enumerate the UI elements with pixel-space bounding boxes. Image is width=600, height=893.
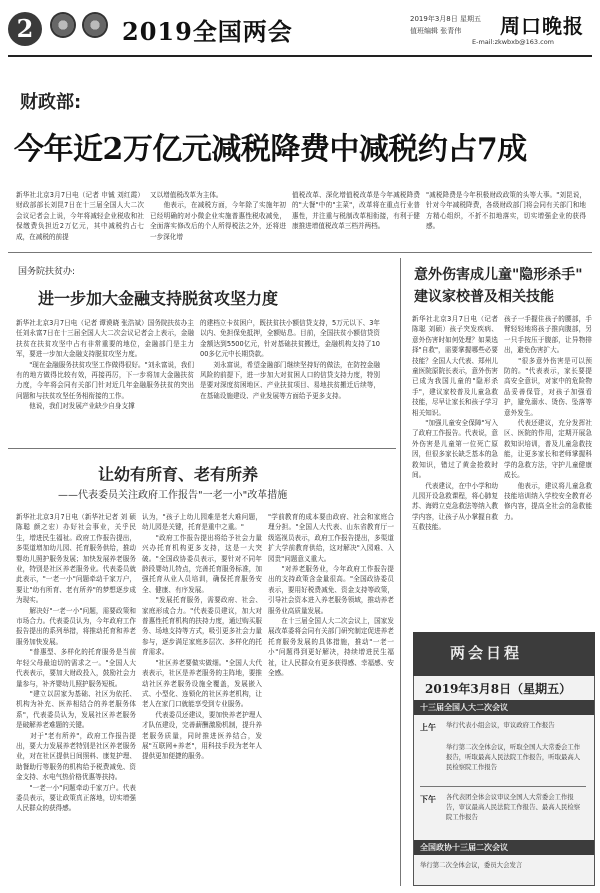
section-a-col-2: 的建档立卡贫困户，既扶贫扶小额信贷支持，5万元以下、3年以内、免担保免抵押，全额贴息。目前，全国扶贫小额信贷资金额达到5500亿元，针对基础扶贫搬迁，金融机构支持了1000多亿元中长期贷款。 刘永富说，希望金融部门继续坚持好的做法，在防控金融风险的前提下，进一步加大对贫困人口的信贷支持力度，特别是要对深度贫困地区、产业扶贫项目、易地扶贫搬迁后续等，在基础设施建设、产业发展等方面给予更多支持。 [200, 319, 380, 400]
section-b-subheadline: ——代表委员关注政府工作报告"一老一小"改革措施 [58, 490, 288, 501]
section-b-col-3: "学前教育的成本要由政府、社会和家庭合理分担。"全国人大代表、山东省教育厅一级巡视员表示，政府工作报告提出，多渠道扩大学前教育供给，这对解决"入园难、入园贵"问题意义重大。 "对养老服务业，今年政府工作报告提出的支持政策含金量很高。"全国政协委员表示，要用好税费减免、资金支持等政策，引导社会资本进入养老服务领域，推动养老服务业高质量发展。 在十三届全国人大二次会议上，国家发展改革委将会同有关部门研究制定促进养老托育服务发展的具体措施，推动"一老一小"问题得到更好解决，持续增进民生福祉，让人民群众有更多获得感、幸福感、安全感。 [268, 513, 394, 678]
slot-morning-item-2: 举行第二次全体会议，听取全国人大常委会工作报告，听取最高人民法院工作报告，听取最高人民检察院工作报告 [446, 743, 581, 771]
cppcc-session-bar: 全国政协十三届二次会议 [414, 840, 594, 855]
section-b-col-1: 新华社北京3月7日电（新华社记者 刘 硕 陈聪 颜之宏）办好社会事业，关乎民生，增进民生福祉。政府工作报告提出，多渠道增加幼儿园、托育服务供给，推动婴幼儿照护服务发展；加快发展养老服务业，特别是社区养老服务业。代表委员就此表示，"一老一小"问题牵动千家万户，要让"幼有所育、老有所养"的梦想逐步成为现实。 解决好"一老一小"问题，需要政策和市场合力。代表委员认为，今年政府工作报告提出的系列举措，将推动托育和养老服务加快发展。 "普惠型、多样化的托育服务是当前年轻父母最迫切的需求之一。"全国人大代表表示，要加大财政投入，鼓励社会力量参与，补齐婴幼儿照护服务短板。 "建立以居家为基础、社区为依托、机构为补充、医养相结合的养老服务体系"，代表委员认为，发展社区养老服务是破解养老难题的关键。 对于"老有所养"，政府工作报告提出，要大力发展养老特别是社区养老服务业，对在社区提供日间照料、康复护理、助餐助行等服务的机构给予税费减免、资金支持、水电气热价格优惠等扶持。 "一老一小"问题牵动千家万户。代表委员表示，要让政策真正落地，切实增强人民群众的获得感。 [16, 513, 136, 813]
slot-divider [420, 786, 586, 787]
section-divider [8, 252, 592, 253]
cppcc-item: 举行第二次全体会议，委员大会发言 [420, 861, 523, 869]
national-emblem-icon [50, 12, 76, 38]
top-article-col-1: 新华社北京3月7日电（记者 申铖 刘红霞）财政部部长刘昆7日在十三届全国人大二次会议记者会上说，今年将减轻企业税收和社保缴费负担近2万亿元，其中减税约占七成，在减税的前提 [16, 191, 144, 241]
duty-editor: 值班编辑 张青伟 [410, 27, 462, 35]
section-title: 2019全国两会 [122, 17, 293, 46]
column-divider [400, 258, 401, 886]
newspaper-logo: 周口晚报 [500, 14, 584, 38]
top-article-col-2: 又以增值税改革为主体。 他表示，在减税方面，今年除了实施年初已经明确的对小微企业实施普惠性税收减免，全面落实修改后的个人所得税法之外，还将进一步深化增 [150, 191, 286, 241]
slot-afternoon-item-1: 各代表团全体会议审议全国人大常委会工作报告，审议最高人民法院工作报告、最高人民检察院工作报告 [446, 793, 581, 821]
slot-morning-label: 上午 [420, 723, 436, 732]
section-b-col-2: 认为，"孩子上幼儿园难是老大难问题，幼儿园是关键，托育是重中之重。" "政府工作报告提出将给予社会力量兴办托育机构更多支持，这是一大突破。"全国政协委员表示，要针对不同年龄段婴幼儿特点，完善托育服务标准，加强托育从业人员培训，确保托育服务安全、健康、有序发展。 "发展托育服务，需要政府、社会、家庭形成合力。"代表委员建议，加大对普惠性托育机构的扶持力度，通过购买服务、场地支持等方式，吸引更多社会力量参与，逐步满足家庭多层次、多样化的托育需求。 "社区养老要做实做细。"全国人大代表表示，社区是养老服务的主阵地，要推动社区养老服务设施全覆盖，发展嵌入式、小型化、连锁化的社区养老机构，让老人在家门口就能享受到专业服务。 代表委员还建议，要加快养老护理人才队伍建设，完善薪酬激励机制，提升养老服务质量，同时推进医养结合，发展"互联网+养老"，用科技手段为老年人提供更加便捷的服务。 [142, 513, 262, 761]
section-a-col-1: 新华社北京3月7日电（记者 谭谟晓 张浩斌）国务院扶贫办主任刘永富7日在十三届全国人大二次会议记者会上表示，金融扶贫在扶贫攻坚中占有非常重要的地位，金融部门是主力军，要进一步加大金融支持脱贫攻坚力度。 "现在金融服务扶贫攻坚工作做得很好。"刘永富说，我们有的地方做得比较有效，再接再厉，下一步将加大金融扶贫力度，今年将会同有关部门针对近几年金融服务扶贫的突出问题和与扶贫攻坚任务相衔接的工作。 他说，我们对发展产业缺少自身支撑 [16, 319, 194, 411]
top-article-kicker: 财政部: [20, 92, 82, 113]
section-c-col-2: 孩子一手握住孩子的腰部，手臂轻轻地将孩子推向腹部，另一只手按压于腹部，让异物排出，避免伤害扩大。 "很多意外伤害是可以预防的。"代表表示，家长要提高安全意识，对家中的危险物品妥善保管，对孩子加强看护，避免溺水、烫伤、坠落等意外发生。 代表还建议，充分发挥社区、医院的作用，定期开展急救知识培训，普及儿童急救技能，让更多家长和老师掌握科学的急救方法，守护儿童健康成长。 他表示，建议将儿童急救技能培训纳入学校安全教育必修内容，提高全社会的急救能力。 [504, 315, 592, 521]
top-article-headline: 今年近2万亿元减税降费中减税约占7成 [14, 132, 527, 167]
section-c-headline-1: 意外伤害成儿童"隐形杀手" [414, 267, 583, 283]
section-a-headline: 进一步加大金融支持脱贫攻坚力度 [38, 289, 279, 308]
top-article-col-3: 值税改革、深化增值税改革是今年减税降费的"大餐"中的"主菜"，改革将在重点行业普惠性，并注重与税制改革相衔接，有利于健康推进增值税改革三档并两档。 [292, 191, 420, 231]
slot-morning-item-1: 举行代表小组会议，审议政府工作报告 [446, 721, 555, 729]
schedule-date: 2019年3月8日（星期五） [425, 682, 572, 696]
section-c-col-1: 新华社北京3月7日电（记者 陈聪 刘硕）孩子突发疾病、意外伤害时如何处理？如果选择"自救"，需要掌握哪些必要技能？全国人大代表、郑州儿童医院原院长表示，意外伤害已成为我国儿童的"隐形杀手"，建议家校普及儿童急救技能，尽早让家长和孩子学习相关知识。 "加强儿童安全保障"写入了政府工作报告。代表说，意外伤害是儿童第一位死亡原因，但很多家长缺乏基本的急救知识，错过了黄金抢救时间。 代表建议，在中小学和幼儿园开设急救课程，将心肺复苏、海姆立克急救法等纳入教学内容，让孩子从小掌握自救互救技能。 [412, 315, 498, 532]
schedule-title: 两会日程 [450, 644, 523, 662]
contact-email: E-mail:zkwbxb@163.com [472, 38, 555, 46]
section-a-label: 国务院扶贫办: [18, 267, 76, 277]
section-c-headline-2: 建议家校普及相关技能 [414, 289, 554, 305]
slot-afternoon-label: 下午 [420, 795, 436, 804]
npc-session-bar: 十三届全国人大二次会议 [414, 700, 594, 715]
section-b-headline: 让幼有所育、老有所养 [98, 465, 259, 484]
party-emblem-icon [82, 12, 108, 38]
header-divider [8, 55, 592, 57]
section-divider [8, 448, 396, 449]
top-article-col-4: "减税降费是今年积极财政政策的头等大事。"刘昆说，针对今年减税降费，各级财政部门将会同有关部门和地方精心组织，不折不扣地落实，切实增强企业的获得感。 [426, 191, 586, 231]
page-number: 2 [8, 12, 42, 46]
issue-date: 2019年3月8日 星期五 [410, 15, 481, 23]
